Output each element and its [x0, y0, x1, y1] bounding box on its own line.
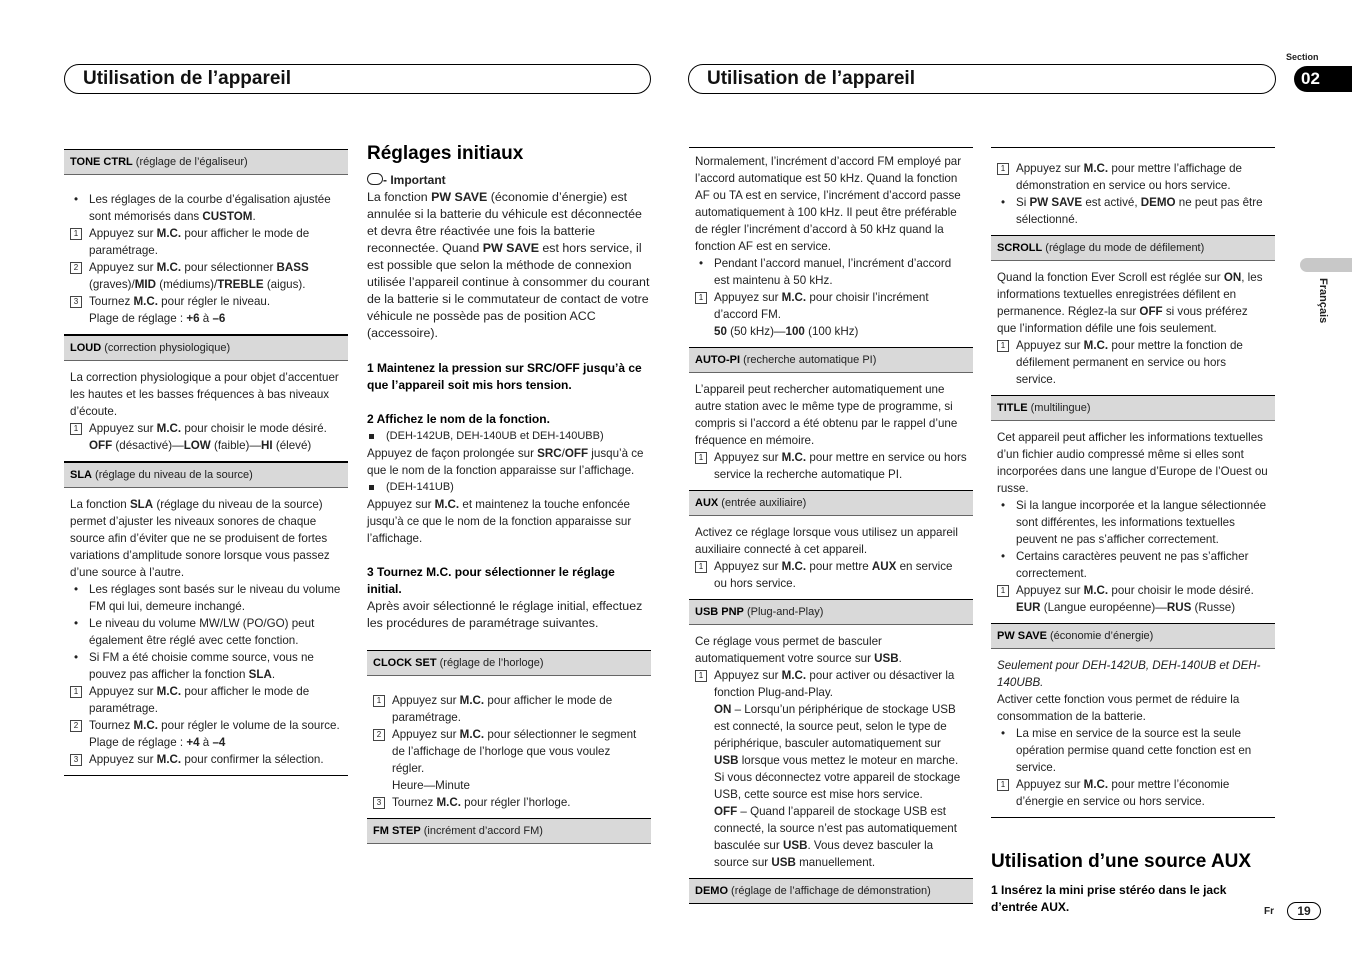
paragraph: Activer cette fonction vous permet de réduire la consommation de la batterie.	[997, 693, 1240, 723]
clock-set-heading: CLOCK SET (réglage de l’horloge)	[367, 650, 651, 676]
section-label: Section	[1286, 52, 1319, 62]
step-2: 2 Affichez le nom de la fonction.	[367, 412, 550, 426]
list-item: 3 Tournez M.C. pour régler le niveau.	[70, 293, 342, 310]
paragraph: Quand la fonction Ever Scroll est réglée sur ON, les informations textuelles enregistrées défilent en permanence. Réglez-la sur OFF si vous préférez que l’information défile une fois seulement.	[997, 271, 1263, 335]
step-3: 3 Tournez M.C. pour sélectionner le réglage initial.	[367, 565, 615, 596]
section-number: 02	[1301, 69, 1320, 88]
list-item: 3 Appuyez sur M.C. pour confirmer la sélection.	[70, 751, 342, 768]
list-item: ON – Lorsqu’un périphérique de stockage USB est connecté, la source peut, selon le type de périphérique, basculer automatiquement sur USB lorsque vous mettez le moteur en marche. Si vous déconnectez votre appareil de stockage USB, cette source est mise hors service.	[714, 703, 961, 801]
list-item: • La mise en service de la source est la seule opération permise quand cette fonction est en service.	[997, 725, 1269, 776]
demo-heading: DEMO (réglage de l’affichage de démonstration)	[689, 879, 973, 904]
column-3	[689, 147, 973, 904]
usb-pnp-heading: USB PNP (Plug-and-Play)	[689, 600, 973, 625]
list-item: 3 Tournez M.C. pour régler l’horloge.	[373, 794, 645, 811]
list-item: OFF – Quand l’appareil de stockage USB est connecté, la source n’est pas automatiquement basculée sur USB. Vous devez basculer la source sur USB manuellement.	[714, 805, 957, 869]
list-item: 1 Appuyez sur M.C. pour choisir l’incrément d’accord FM.	[695, 289, 967, 323]
list-item: 1 Appuyez sur M.C. pour mettre l’économie d’énergie en service ou hors service.	[997, 776, 1269, 810]
scroll-heading: SCROLL (réglage du mode de défilement)	[991, 236, 1275, 261]
list-item: 1 Appuyez sur M.C. pour choisir le mode désiré.	[997, 582, 1269, 599]
column-1	[64, 149, 348, 776]
scroll-body	[991, 261, 1275, 396]
paragraph: L’appareil peut rechercher automatiquement une autre station avec le même type de programme, si compris si l’accord a été obtenu par le rappel d’une fréquence en mémoire.	[695, 383, 958, 447]
clock-set-body	[367, 676, 651, 819]
list-item: 1 Appuyez sur M.C. pour mettre l’affichage de démonstration en service ou hors service.	[997, 160, 1269, 194]
column-4	[991, 147, 1275, 916]
paragraph: La correction physiologique a pour objet d’accentuer les hautes et les basses fréquences à bas niveaux d’écoute.	[70, 371, 339, 418]
list-item: 2 Appuyez sur M.C. pour sélectionner BASS (graves)/MID (médiums)/TREBLE (aigus).	[70, 259, 342, 293]
paragraph: La fonction PW SAVE (économie d’énergie) est annulée si la batterie du véhicule est déconnectée et devra être réactivée une fois la batterie reconnectée. Quand PW SAVE est hors service, il est possible que selon la méthode de connexion utilisée l’appareil continue à consommer du courant de la batterie si le commutateur de contact de votre véhicule ne possède pas de position ACC (accessoire).	[367, 190, 650, 340]
list-item: • Les réglages de la courbe d’égalisation ajustée sont mémorisés dans CUSTOM.	[70, 191, 342, 225]
list-item: 1 Appuyez sur M.C. pour afficher le mode de paramétrage.	[70, 683, 342, 717]
fm-step-body	[689, 148, 973, 348]
step-1: 1 Maintenez la pression sur SRC/OFF jusqu’à ce que l’appareil soit mis hors tension.	[367, 361, 642, 392]
column-2	[367, 142, 651, 844]
list-item: Plage de réglage : +4 à –4	[89, 736, 226, 749]
pw-save-body	[991, 649, 1275, 818]
list-item: • Certains caractères peuvent ne pas s’afficher correctement.	[997, 548, 1269, 582]
list-item: 1 Appuyez sur M.C. pour afficher le mode de paramétrage.	[373, 692, 645, 726]
list-item: 1 Appuyez sur M.C. pour choisir le mode désiré.	[70, 420, 342, 437]
sla-body	[64, 488, 348, 776]
important-note: - Important	[367, 172, 651, 189]
aux-section-title: Utilisation d’une source AUX	[991, 851, 1252, 872]
aux-step-1: 1 Insérez la mini prise stéréo dans le jack d’entrée AUX.	[991, 883, 1227, 914]
tone-ctrl-heading: TONE CTRL (réglage de l’égaliseur)	[64, 149, 348, 175]
list-item: • Si la langue incorporée et la langue sélectionnée sont différentes, les informations textuelles peuvent ne pas s’afficher correctement.	[997, 497, 1269, 548]
list-item: OFF (désactivé)—LOW (faible)—HI (élevé)	[89, 439, 312, 452]
paragraph: Après avoir sélectionné le réglage initial, effectuez les procédures de paramétrage suivantes.	[367, 599, 643, 630]
loud-heading: LOUD (correction physiologique)	[64, 335, 348, 361]
footer-lang: Fr	[1264, 906, 1274, 917]
paragraph: Ce réglage vous permet de basculer automatiquement votre source sur USB.	[695, 635, 902, 665]
paragraph: Appuyez sur M.C. et maintenez la touche enfoncée jusqu’à ce que le nom de la fonction apparaisse sur l’affichage.	[367, 498, 632, 545]
paragraph: Cet appareil peut afficher les informations textuelles d’un fichier audio compressé même si elles sont incorporées dans une langue d’Europe de l’Ouest ou russe.	[997, 431, 1268, 495]
list-item: Plage de réglage : +6 à –6	[89, 312, 226, 325]
page-number: 19	[1287, 902, 1321, 920]
paragraph: Activez ce réglage lorsque vous utilisez un appareil auxiliaire connecté à cet appareil.	[695, 526, 958, 556]
language-label: Français	[1317, 278, 1329, 324]
list-item: Heure—Minute	[392, 779, 470, 792]
list-item: • Le niveau du volume MW/LW (PO/GO) peut également être réglé avec cette fonction.	[70, 615, 342, 649]
aux-heading: AUX (entrée auxiliaire)	[689, 491, 973, 516]
aux-body	[689, 516, 973, 600]
header-left	[64, 64, 651, 94]
list-item: • Pendant l’accord manuel, l’incrément d’accord est maintenu à 50 kHz.	[695, 255, 967, 289]
paragraph: Appuyez de façon prolongée sur SRC/OFF jusqu’à ce que le nom de la fonction apparaisse sur l’affichage.	[367, 447, 644, 477]
section-badge	[1294, 66, 1352, 92]
list-item: • Si FM a été choisie comme source, vous ne pouvez pas afficher la fonction SLA.	[70, 649, 342, 683]
list-item: 2 Appuyez sur M.C. pour sélectionner le segment de l’affichage de l’horloge que vous voulez régler.	[373, 726, 645, 777]
tone-ctrl-body	[64, 175, 348, 335]
demo-body	[991, 148, 1275, 236]
paragraph: Seulement pour DEH-142UB, DEH-140UB et DEH-140UBB.	[997, 659, 1261, 689]
model-note: (DEH-142UB, DEH-140UB et DEH-140UBB)	[367, 428, 651, 445]
list-item: EUR (Langue européenne)—RUS (Russe)	[1016, 601, 1236, 614]
pw-save-heading: PW SAVE (économie d’énergie)	[991, 624, 1275, 649]
list-item: 50 (50 kHz)—100 (100 kHz)	[714, 325, 859, 338]
list-item: 1 Appuyez sur M.C. pour mettre AUX en service ou hors service.	[695, 558, 967, 592]
sla-heading: SLA (réglage du niveau de la source)	[64, 462, 348, 488]
list-item: 1 Appuyez sur M.C. pour activer ou désactiver la fonction Plug-and-Play.	[695, 667, 967, 701]
header-left-title: Utilisation de l’appareil	[83, 68, 291, 89]
language-tab	[1300, 258, 1352, 272]
loud-body	[64, 361, 348, 462]
auto-pi-body	[689, 373, 973, 491]
list-item: 1 Appuyez sur M.C. pour mettre en service ou hors service la recherche automatique PI.	[695, 449, 967, 483]
title-body	[991, 421, 1275, 624]
page-title: Réglages initiaux	[367, 143, 524, 164]
model-note: (DEH-141UB)	[367, 479, 651, 496]
list-item: 1 Appuyez sur M.C. pour mettre la fonction de défilement permanent en service ou hors service.	[997, 337, 1269, 388]
list-item: • Les réglages sont basés sur le niveau du volume FM qui lui, demeure inchangé.	[70, 581, 342, 615]
paragraph: Normalement, l’incrément d’accord FM employé par l’accord automatique est 50 kHz. Quand la fonction AF ou TA est en service, l’incrément d’accord passe automatiquement à 100 kHz. Il peut être préférable de régler l’incrément d’accord à 50 kHz quand la fonction AF est en service.	[695, 155, 962, 253]
fm-step-heading: FM STEP (incrément d’accord FM)	[367, 819, 651, 844]
important-icon	[367, 173, 383, 185]
title-heading: TITLE (multilingue)	[991, 396, 1275, 421]
list-item: 1 Appuyez sur M.C. pour afficher le mode de paramétrage.	[70, 225, 342, 259]
header-right-title: Utilisation de l’appareil	[707, 68, 915, 89]
list-item: 2 Tournez M.C. pour régler le volume de la source.	[70, 717, 342, 734]
auto-pi-heading: AUTO-PI (recherche automatique PI)	[689, 348, 973, 373]
list-item: • Si PW SAVE est activé, DEMO ne peut pas être sélectionné.	[997, 194, 1269, 228]
paragraph: La fonction SLA (réglage du niveau de la source) permet d’ajuster les niveaux sonores de chaque source afin d’éviter que ne se produisent de fortes variations d’amplitude sonore lorsque vous passez d’une source à l’autre.	[70, 498, 330, 579]
header-right	[688, 64, 1276, 94]
usb-pnp-body	[689, 625, 973, 879]
